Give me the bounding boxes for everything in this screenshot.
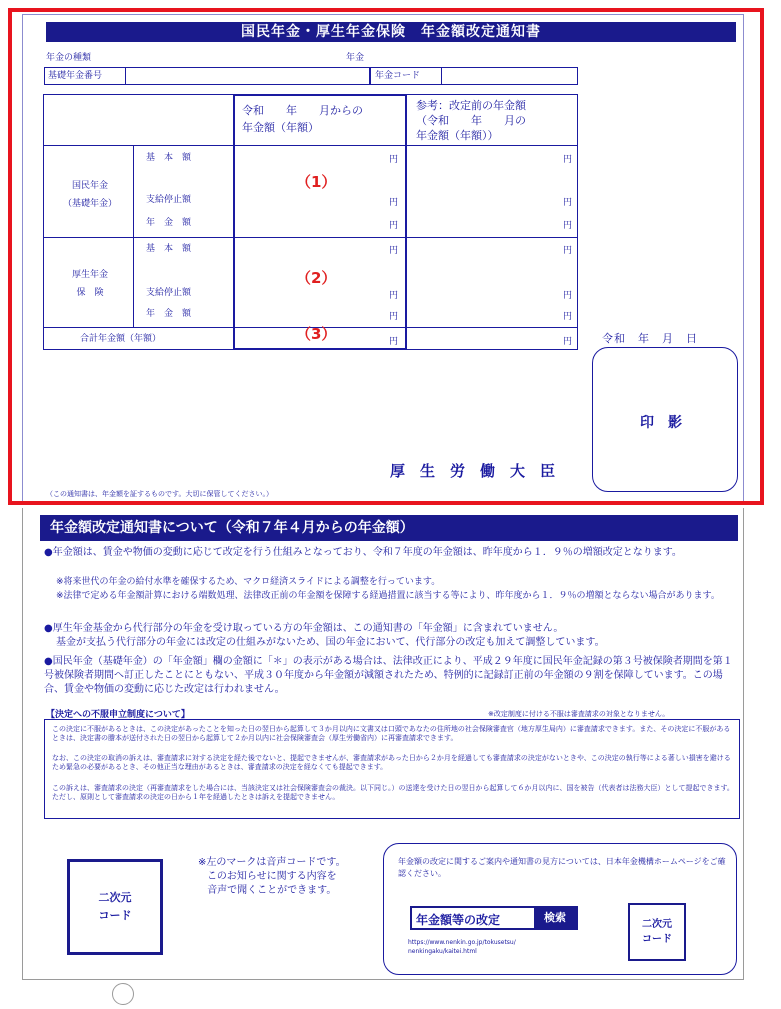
appeal-paragraph-1: この決定に不服があるときは、この決定があったことを知った日の翌日から起算して３か月以内に文書又は口頭であなたの住所地の社会保険審査官（地方厚生局内）に審査請求できます。また、その決定に不服があるときは、決定書の謄本が送付された日の翌日から起算して２か月以内に社会保険審査会（厚生労働省内）に再審査請求できます。: [52, 725, 731, 742]
national-pension-label: 国民年金 （基礎年金）: [62, 181, 117, 209]
notice-title: 国民年金・厚生年金保険 年金額改定通知書: [46, 22, 736, 42]
reference-amount-header: 参考：改定前の年金額 （令和 年 月の 年金額（年額））: [416, 99, 526, 142]
yen-unit: 円: [563, 246, 573, 256]
website-qr-box: 二次元 コード: [628, 903, 686, 961]
search-button[interactable]: 検索: [534, 908, 576, 928]
yen-unit: 円: [563, 155, 573, 165]
highlight-frame: [8, 8, 764, 505]
voice-code-note: ※左のマークは音声コードです。 このお知らせに関する内容を 音声で聞くことができます。: [198, 857, 346, 896]
employee-suspended-label: 支給停止額: [146, 288, 192, 298]
employee-pension-label: 厚生年金 保 険: [71, 270, 108, 298]
website-note: 年金額の改定に関するご案内や通知書の見方については、日本年金機構ホームページをご確認ください。: [398, 857, 726, 878]
yen-unit: 円: [563, 198, 573, 208]
yen-unit: 円: [563, 291, 573, 301]
voice-code-box: 二次元 コード: [67, 859, 163, 955]
punch-hole: [112, 983, 134, 1005]
appeal-heading: 【決定への不服申立制度について】: [46, 710, 190, 720]
yen-unit: 円: [563, 312, 573, 322]
appeal-note: ※改定制度に付ける不服は審査請求の対象となりません。: [488, 710, 670, 718]
current-amount-header: 令和 年 月からの 年金額（年額）: [242, 104, 363, 134]
yen-unit: 円: [389, 246, 399, 256]
yen-unit: 円: [563, 221, 573, 231]
yen-unit: 円: [563, 337, 573, 347]
appeal-paragraph-3: この訴えは、審査請求の決定（再審査請求をした場合には、当該決定又は社会保険審査会の裁決。以下同じ。）の送達を受けた日の翌日から起算して６か月以内に、国を被告（代表者は法務大臣）として提起できます。ただし、原則として審査請求の決定の日から１年を経過したときは訴えを提起できません。: [52, 784, 734, 801]
info-note-1: ※将来世代の年金の給付水準を確保するため、マクロ経済スライドによる調整を行っています。: [56, 577, 441, 587]
marker-3: （3）: [296, 325, 337, 343]
employee-amount-label: 年 金 額: [146, 309, 192, 319]
employee-basic-label: 基 本 額: [146, 244, 192, 254]
info-bullet-3-text: 国民年金（基礎年金）の「年金額」欄の金額に「＊」の表示がある場合は、法律改正により、平成２９年度に国民年金記録の第３号被保険者期間を第１号被保険者期間へ訂正したことにともない、平成３０年度から年金額が減額されたため、特例的に記録訂正前の年金額の９割を保障しています。この場合、賃金や物価の変動に応じた改定は行われません。: [44, 656, 733, 695]
yen-unit: 円: [389, 198, 399, 208]
issue-date-label: 令和 年 月 日: [602, 332, 698, 345]
info-note-2: ※法律で定める年金額計算における端数処理、法律改正前の年金額を保障する経過措置に該当する等により、昨年度から１．９％の増額とならない場合があります。: [56, 591, 720, 601]
seal-label: 印 影: [640, 415, 682, 431]
marker-2: （2）: [296, 269, 337, 287]
year-label: 年金: [346, 53, 365, 63]
pension-type-label: 年金の種類: [46, 53, 92, 63]
marker-1: （1）: [296, 173, 337, 191]
website-url[interactable]: https://www.nenkin.go.jp/tokusetsu/ nenkingaku/kaitei.html: [408, 939, 516, 955]
info-bullet-2: [44, 622, 740, 636]
info-title: 年金額改定通知書について（令和７年４月からの年金額）: [40, 515, 738, 541]
yen-unit: 円: [389, 337, 399, 347]
info-bullet-2-cont: 基金が支払う代行部分の年金には改定の仕組みがないため、国の年金において、代行部分の改定も加えて調整しています。: [56, 637, 605, 648]
info-bullet-3: [44, 655, 740, 697]
yen-unit: 円: [389, 291, 399, 301]
national-basic-label: 基 本 額: [146, 153, 192, 163]
yen-unit: 円: [389, 312, 399, 322]
info-bullet-1: [44, 546, 740, 560]
yen-unit: 円: [389, 155, 399, 165]
minister-name: 厚 生 労 働 大 臣: [390, 462, 556, 480]
basic-number-label: 基礎年金番号: [44, 67, 126, 85]
national-suspended-label: 支給停止額: [146, 195, 192, 205]
info-bullet-2-text: 厚生年金基金から代行部分の年金を受け取っている方の年金額は、この通知書の「年金額」に含まれていません。: [52, 623, 564, 634]
appeal-paragraph-2: なお、この決定の取消の訴えは、審査請求に対する決定を経た後でないと、提起できませんが、審査請求があった日から２か月を経過しても審査請求の決定がないときや、この決定の執行等による著しい損害を避けるため緊急の必要があるとき、その他正当な理由があるときは、審査請求の決定を経なくても提起できます。: [52, 754, 731, 771]
total-amount-label: 合計年金額（年額）: [80, 334, 162, 344]
search-term: 年金額等の改定: [416, 913, 501, 927]
pension-code-label: 年金コード: [370, 67, 442, 85]
yen-unit: 円: [389, 221, 399, 231]
national-amount-label: 年 金 額: [146, 218, 192, 228]
certificate-footnote: （この通知書は、年金額を証するものです。大切に保管してください。）: [46, 490, 273, 498]
info-bullet-1-text: 年金額は、賃金や物価の変動に応じて改定を行う仕組みとなっており、令和７年度の年金額は、昨年度から１．９％の増額改定となります。: [52, 547, 682, 558]
